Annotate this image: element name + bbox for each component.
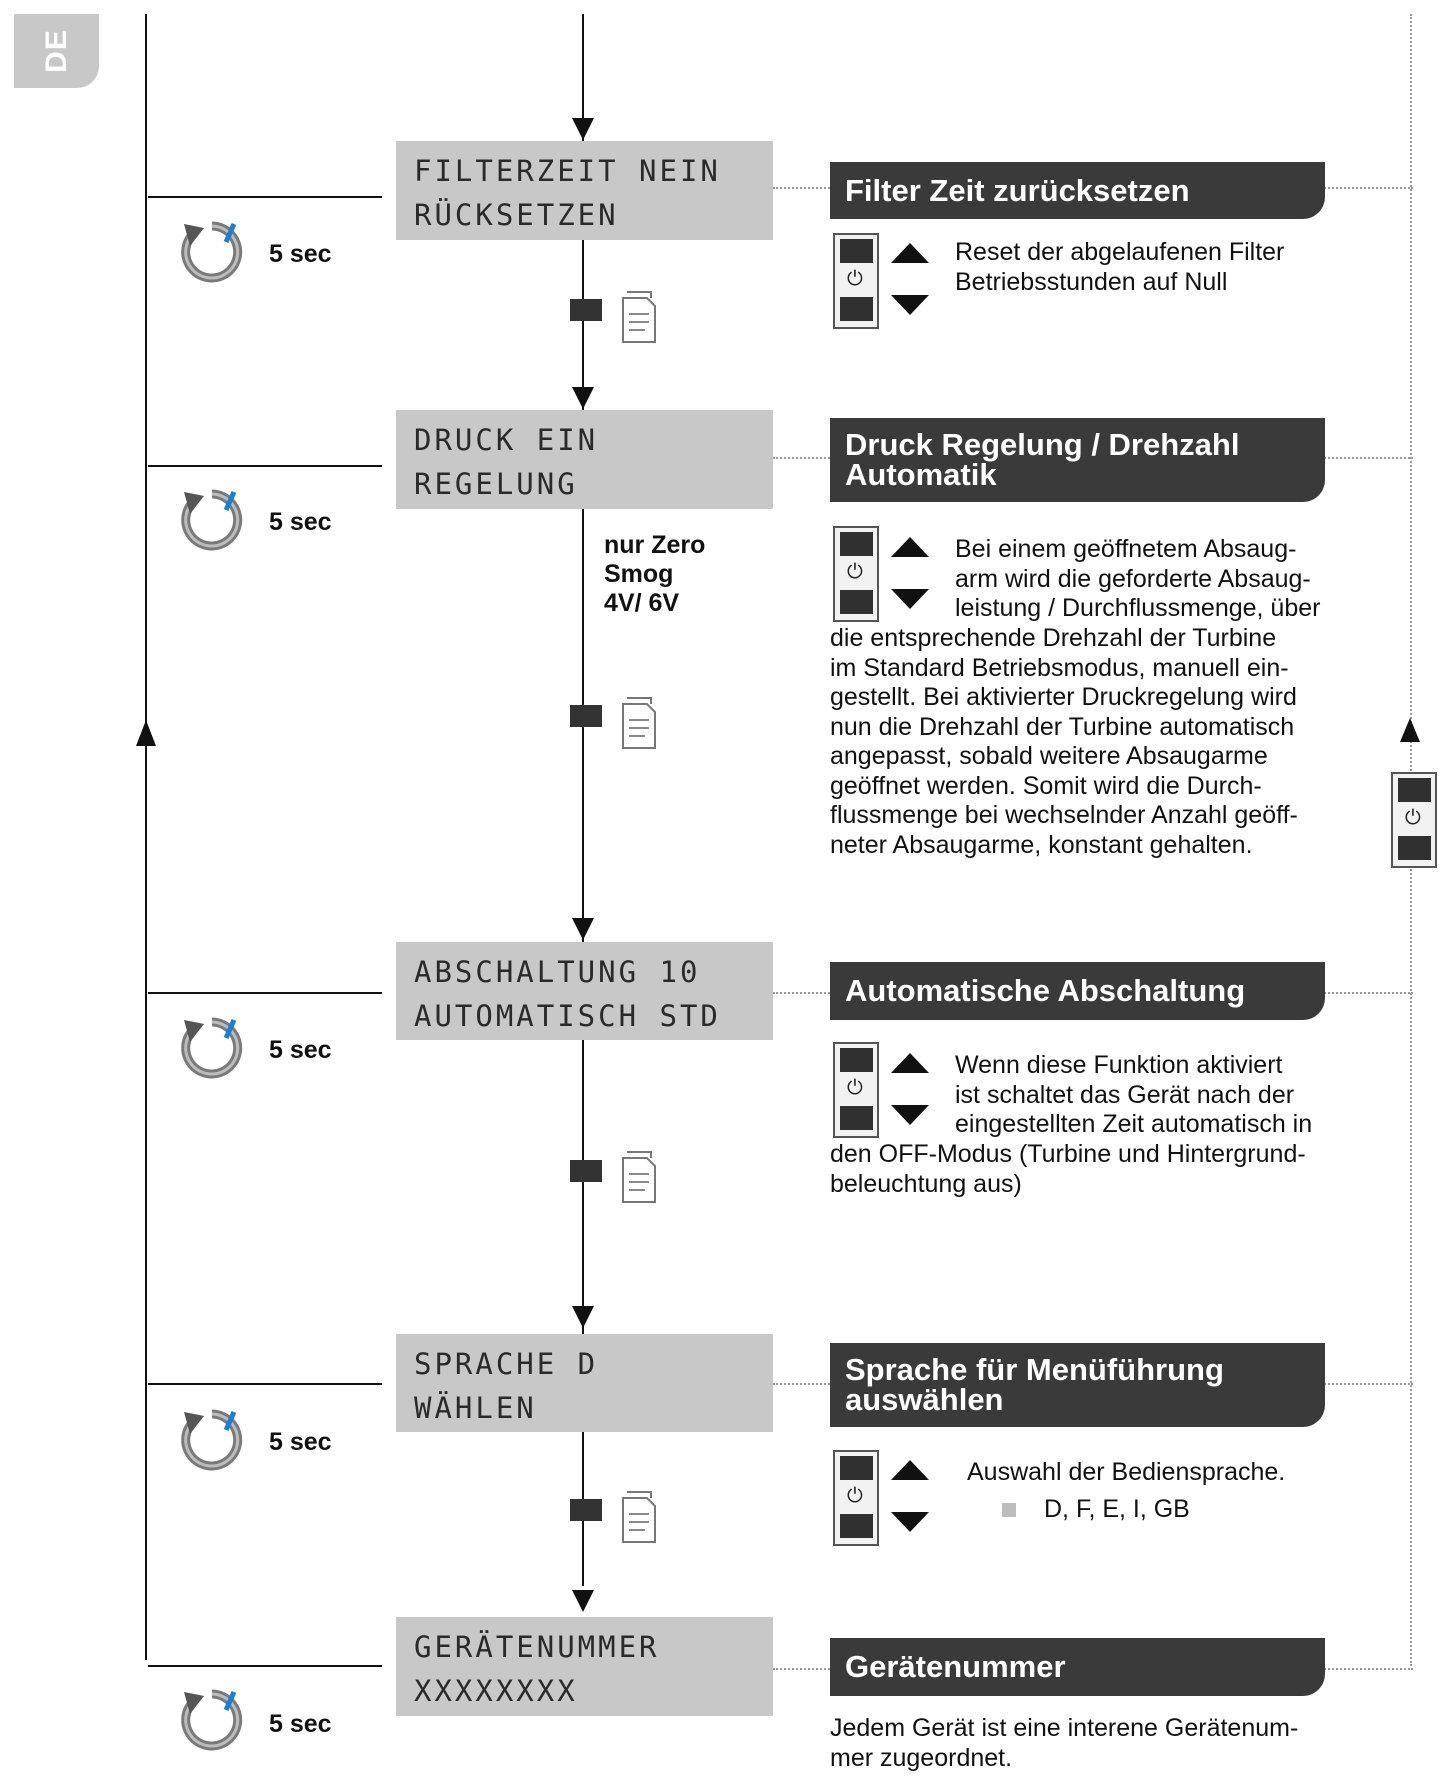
rotating-arrow-icon: [176, 1404, 248, 1476]
language-tab: [14, 14, 99, 88]
description-line: flussmenge bei wechselnder Anzahl geöff-: [830, 801, 1298, 829]
description-line: beleuchtung aus): [830, 1169, 1022, 1198]
model-note-line: nur Zero: [604, 531, 706, 559]
step-connector-line: [148, 1383, 382, 1385]
description-line: angepasst, sobald weitere Absaugarme: [830, 742, 1268, 770]
right-keypad-icon: [1391, 772, 1437, 868]
model-note-line: 4V/ 6V: [604, 589, 680, 617]
lcd-display: [396, 410, 773, 509]
lcd-display: [396, 942, 773, 1040]
down-arrow-icon: [891, 1512, 929, 1534]
description-line: eingestellten Zeit automatisch in: [955, 1110, 1313, 1138]
menu-button-icon: [568, 294, 604, 324]
lcd-display: [396, 1617, 773, 1716]
up-arrow-icon: [891, 1053, 929, 1075]
section-title: [830, 1638, 1325, 1696]
power-icon: ⏻: [847, 1077, 863, 1099]
description-line: im Standard Betriebsmodus, manuell ein-: [830, 653, 1289, 682]
rotating-arrow-icon: [176, 1684, 248, 1756]
section-title: [830, 962, 1325, 1020]
down-arrow-icon: [891, 1105, 929, 1127]
document-icon: [617, 1488, 659, 1546]
section-title: [830, 418, 1325, 502]
timer-label: 5 sec: [269, 508, 332, 536]
power-icon: ⏻: [847, 268, 863, 290]
timer-label: 5 sec: [269, 240, 332, 268]
description-line: geöffnet werden. Somit wird die Durch-: [830, 771, 1262, 800]
up-arrow-icon: [891, 243, 929, 265]
description-line: ist schaltet das Gerät nach der: [955, 1080, 1295, 1109]
description-line: Bei einem geöffnetem Absaug-: [955, 535, 1297, 563]
description-line: mer zugeordnet.: [830, 1743, 1013, 1772]
flow-down-arrow-icon: [572, 387, 594, 411]
timer-label: 5 sec: [269, 1710, 332, 1738]
section-description: Reset der abgelaufenen Filter Betriebsstunden auf Null: [955, 238, 1285, 296]
down-arrow-icon: [891, 589, 929, 611]
return-loop-line: [145, 14, 147, 1660]
rotating-arrow-icon: [176, 484, 248, 556]
document-icon: [617, 288, 659, 346]
section-title-text: Gerätenummer: [845, 1649, 1066, 1684]
flow-down-arrow-icon: [572, 1590, 594, 1614]
description-line: nun die Drehzahl der Turbine automatisch: [830, 712, 1295, 741]
section-title-text: Filter Zeit zurücksetzen: [845, 172, 1190, 208]
rotating-arrow-icon: [176, 216, 248, 288]
menu-button-icon: [568, 1155, 604, 1185]
bullet-square: [1002, 1503, 1016, 1517]
up-arrow-icon: [891, 537, 929, 559]
lcd-line-2: AUTOMATISCH STD: [414, 999, 721, 1033]
section-description: [830, 1140, 1306, 1199]
lcd-line-1: ABSCHALTUNG 10: [414, 955, 701, 989]
language-options: D, F, E, I, GB: [1044, 1495, 1190, 1523]
description-line: die entsprechende Drehzahl der Turbine: [830, 624, 1277, 652]
lcd-line-1: GERÄTENUMMER: [414, 1630, 660, 1664]
section-title: [830, 1343, 1325, 1427]
section-title-line-2: auswählen: [845, 1382, 1004, 1417]
lcd-line-1: FILTERZEIT NEIN: [414, 154, 721, 188]
step-connector-line: [148, 992, 382, 994]
language-tab-label: DE: [39, 29, 73, 73]
description-line: neter Absaugarme, konstant gehalten.: [830, 830, 1253, 859]
flow-down-arrow-icon: [572, 1306, 594, 1330]
model-note: [604, 531, 705, 618]
right-up-arrow-icon: [1400, 718, 1420, 744]
section-title-text: Automatische Abschaltung: [845, 973, 1246, 1008]
section-description: Auswahl der Bediensprache.: [967, 1458, 1286, 1486]
section-description: [830, 624, 1298, 860]
lcd-line-2: RÜCKSETZEN: [414, 198, 619, 232]
lcd-line-2: WÄHLEN: [414, 1391, 537, 1425]
lcd-line-2: XXXXXXXX: [414, 1674, 578, 1708]
section-description-side: [955, 1051, 1312, 1140]
description-line: gestellt. Bei aktivierter Druckregelung wird: [830, 683, 1297, 711]
step-connector-line: [148, 465, 382, 467]
description-line: Jedem Gerät ist eine interene Gerätenum-: [830, 1714, 1299, 1742]
lcd-display: [396, 141, 773, 240]
section-title: [830, 162, 1325, 219]
down-arrow-icon: [891, 295, 929, 317]
lcd-line-2: REGELUNG: [414, 467, 578, 501]
model-note-line: Smog: [604, 560, 674, 588]
power-icon: ⏻: [847, 1485, 863, 1507]
power-icon: ⏻: [1405, 807, 1421, 829]
return-up-arrow-icon: [136, 720, 156, 748]
step-connector-line: [148, 196, 382, 198]
section-title-line-1: Druck Regelung / Drehzahl: [845, 427, 1240, 462]
timer-label: 5 sec: [269, 1428, 332, 1456]
menu-button-icon: [568, 1494, 604, 1524]
menu-button-icon: [568, 700, 604, 730]
section-description-side: [955, 535, 1320, 624]
timer-label: 5 sec: [269, 1036, 332, 1064]
section-title-line-1: Sprache für Menüführung: [845, 1352, 1224, 1387]
description-line: den OFF-Modus (Turbine und Hintergrund-: [830, 1140, 1306, 1168]
description-line: Wenn diese Funktion aktiviert: [955, 1051, 1283, 1079]
document-icon: [617, 1148, 659, 1206]
keypad-icon: [833, 526, 879, 622]
up-arrow-icon: [891, 1460, 929, 1482]
section-title-line-2: Automatik: [845, 457, 997, 492]
step-connector-line: [148, 1665, 382, 1667]
description-line: leistung / Durchflussmenge, über: [955, 594, 1321, 622]
power-icon: ⏻: [847, 561, 863, 583]
keypad-icon: [833, 1042, 879, 1138]
lcd-display: [396, 1334, 773, 1432]
description-line: arm wird die geforderte Absaug-: [955, 564, 1311, 593]
lcd-line-1: SPRACHE D: [414, 1347, 599, 1381]
section-description: [830, 1714, 1298, 1773]
rotating-arrow-icon: [176, 1012, 248, 1084]
keypad-icon: [833, 1450, 879, 1546]
flow-down-arrow-icon: [572, 118, 594, 142]
flow-down-arrow-icon: [572, 918, 594, 942]
keypad-icon: [833, 233, 879, 329]
lcd-line-1: DRUCK EIN: [414, 423, 599, 457]
document-icon: [617, 694, 659, 752]
